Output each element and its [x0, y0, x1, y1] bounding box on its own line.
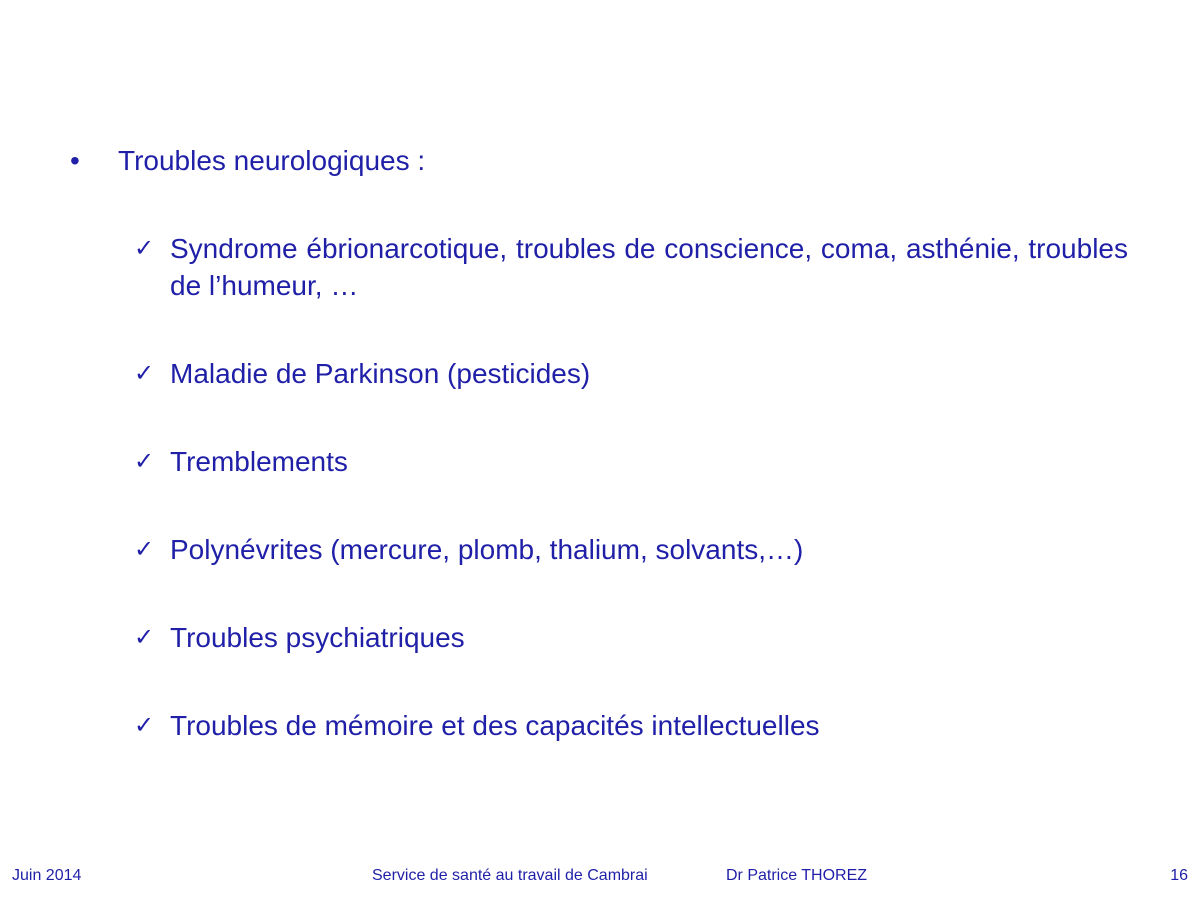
list-item: [134, 443, 1128, 480]
page-number: 16: [1170, 867, 1188, 884]
list-item-text: Tremblements: [170, 446, 348, 477]
list-item-text: Syndrome ébrionarcotique, troubles de conscience, coma, asthénie, troubles de l’humeur, …: [170, 233, 1128, 301]
list-item: [134, 355, 1128, 392]
list-item-text: Troubles psychiatriques: [170, 622, 465, 653]
checkmark-icon: ✓: [134, 711, 155, 739]
checkmark-icon: ✓: [134, 535, 155, 563]
footer-organization: Service de santé au travail de Cambrai: [372, 867, 648, 884]
bullet-dot-icon: •: [70, 145, 80, 176]
checkmark-icon: ✓: [134, 447, 155, 475]
footer-author: Dr Patrice THOREZ: [726, 867, 868, 884]
checkmark-icon: ✓: [134, 234, 155, 262]
list-item: [134, 619, 1128, 656]
footer-date: Juin 2014: [12, 867, 82, 884]
sub-bullet-list: [134, 230, 1128, 744]
list-item: [134, 531, 1128, 568]
list-item-text: Troubles de mémoire et des capacités intellectuelles: [170, 710, 820, 741]
list-item-text: Polynévrites (mercure, plomb, thalium, solvants,…): [170, 534, 804, 565]
list-item: [134, 707, 1128, 744]
list-item-text: Maladie de Parkinson (pesticides): [170, 358, 591, 389]
main-bullet-text: Troubles neurologiques :: [118, 145, 426, 176]
checkmark-icon: ✓: [134, 359, 155, 387]
main-bullet: [70, 142, 425, 180]
checkmark-icon: ✓: [134, 623, 155, 651]
list-item: [134, 230, 1128, 304]
